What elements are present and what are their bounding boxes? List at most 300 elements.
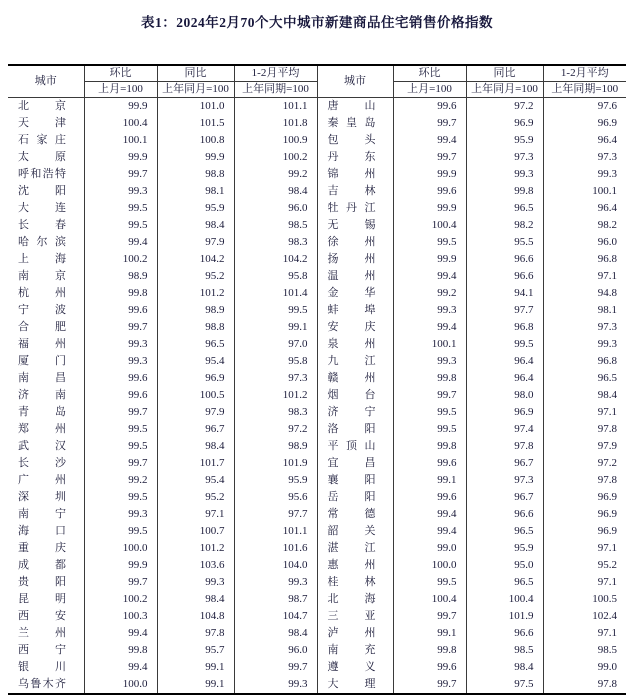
yoy-value-cell: 97.4 [466, 421, 543, 438]
city-name: 重庆 [18, 542, 66, 554]
header-yoy-base-left: 上年同月=100 [157, 82, 234, 98]
city-name: 西宁 [18, 644, 66, 656]
city-name: 太原 [18, 151, 66, 163]
city-name: 扬州 [327, 253, 376, 265]
mom-value-cell: 99.4 [393, 319, 466, 336]
table-row [8, 353, 626, 370]
yoy-value-cell: 95.5 [466, 234, 543, 251]
avg-value-cell: 100.9 [234, 132, 317, 149]
mom-value-cell: 99.1 [393, 472, 466, 489]
mom-value-cell: 99.8 [393, 642, 466, 659]
avg-value-cell: 96.8 [543, 251, 626, 268]
city-name: 长沙 [18, 457, 66, 469]
city-cell [8, 642, 84, 659]
city-name: 海口 [18, 525, 66, 537]
avg-value-cell: 97.1 [543, 625, 626, 642]
yoy-value-cell: 100.5 [157, 387, 234, 404]
city-cell [8, 557, 84, 574]
city-cell [8, 251, 84, 268]
avg-value-cell: 97.8 [543, 472, 626, 489]
yoy-value-cell: 96.6 [466, 251, 543, 268]
avg-value-cell: 97.2 [543, 455, 626, 472]
city-cell [317, 115, 393, 132]
city-cell [8, 676, 84, 694]
avg-value-cell: 99.3 [234, 574, 317, 591]
avg-value-cell: 97.6 [543, 98, 626, 116]
mom-value-cell: 99.9 [393, 251, 466, 268]
yoy-value-cell: 99.1 [157, 659, 234, 676]
header-mom-right: 环比 [393, 65, 466, 82]
mom-value-cell: 99.9 [393, 200, 466, 217]
yoy-value-cell: 97.3 [466, 149, 543, 166]
table-row [8, 438, 626, 455]
city-name: 襄阳 [327, 474, 376, 486]
mom-value-cell: 99.1 [393, 625, 466, 642]
city-name: 西安 [18, 610, 66, 622]
city-cell [317, 132, 393, 149]
yoy-value-cell: 97.2 [466, 98, 543, 116]
city-cell [317, 404, 393, 421]
yoy-value-cell: 99.3 [466, 166, 543, 183]
header-avg-left: 1-2月平均 [234, 65, 317, 82]
city-name: 安庆 [327, 321, 376, 333]
yoy-value-cell: 99.3 [157, 574, 234, 591]
mom-value-cell: 100.3 [84, 608, 157, 625]
mom-value-cell: 99.9 [84, 149, 157, 166]
avg-value-cell: 98.4 [543, 387, 626, 404]
avg-value-cell: 96.0 [234, 200, 317, 217]
city-name: 福州 [18, 338, 66, 350]
avg-value-cell: 95.2 [543, 557, 626, 574]
table-row [8, 370, 626, 387]
header-mom-base-left: 上月=100 [84, 82, 157, 98]
avg-value-cell: 101.8 [234, 115, 317, 132]
city-name: 无锡 [327, 219, 376, 231]
avg-value-cell: 95.9 [234, 472, 317, 489]
mom-value-cell: 99.5 [393, 421, 466, 438]
mom-value-cell: 99.7 [393, 387, 466, 404]
mom-value-cell: 100.1 [84, 132, 157, 149]
city-cell [317, 234, 393, 251]
city-cell [317, 98, 393, 116]
city-name: 厦门 [18, 355, 66, 367]
yoy-value-cell: 95.2 [157, 489, 234, 506]
yoy-value-cell: 101.5 [157, 115, 234, 132]
table-row [8, 506, 626, 523]
city-name: 吉林 [327, 185, 376, 197]
table-row [8, 523, 626, 540]
city-name: 桂林 [327, 576, 376, 588]
avg-value-cell: 100.2 [234, 149, 317, 166]
city-name: 昆明 [18, 593, 66, 605]
mom-value-cell: 99.7 [393, 115, 466, 132]
yoy-value-cell: 95.9 [157, 200, 234, 217]
city-cell [8, 115, 84, 132]
avg-value-cell: 99.0 [543, 659, 626, 676]
city-name: 岳阳 [327, 491, 376, 503]
mom-value-cell: 99.5 [393, 574, 466, 591]
city-cell [8, 336, 84, 353]
mom-value-cell: 99.2 [393, 285, 466, 302]
yoy-value-cell: 95.9 [466, 132, 543, 149]
mom-value-cell: 99.7 [84, 574, 157, 591]
city-name: 丹东 [327, 151, 376, 163]
price-index-table [8, 64, 626, 695]
avg-value-cell: 97.1 [543, 268, 626, 285]
city-name: 温州 [327, 270, 376, 282]
yoy-value-cell: 96.9 [466, 115, 543, 132]
table-row [8, 625, 626, 642]
city-cell [317, 659, 393, 676]
city-name: 石家庄 [18, 134, 66, 146]
yoy-value-cell: 98.4 [157, 591, 234, 608]
city-name: 宜昌 [327, 457, 376, 469]
mom-value-cell: 99.3 [84, 336, 157, 353]
mom-value-cell: 99.6 [84, 387, 157, 404]
header-yoy-right: 同比 [466, 65, 543, 82]
avg-value-cell: 97.0 [234, 336, 317, 353]
yoy-value-cell: 95.7 [157, 642, 234, 659]
avg-value-cell: 101.1 [234, 98, 317, 116]
city-cell [317, 336, 393, 353]
city-cell [317, 200, 393, 217]
city-name: 三亚 [327, 610, 376, 622]
yoy-value-cell: 103.6 [157, 557, 234, 574]
city-name: 郑州 [18, 423, 66, 435]
city-cell [317, 489, 393, 506]
avg-value-cell: 97.1 [543, 404, 626, 421]
city-cell [8, 370, 84, 387]
table-row [8, 302, 626, 319]
avg-value-cell: 98.3 [234, 234, 317, 251]
mom-value-cell: 99.5 [84, 421, 157, 438]
city-cell [317, 166, 393, 183]
city-name: 广州 [18, 474, 66, 486]
city-name: 宁波 [18, 304, 66, 316]
avg-value-cell: 96.0 [543, 234, 626, 251]
avg-value-cell: 95.8 [234, 353, 317, 370]
avg-value-cell: 96.4 [543, 132, 626, 149]
city-name: 蚌埠 [327, 304, 376, 316]
table-row [8, 183, 626, 200]
mom-value-cell: 99.3 [84, 183, 157, 200]
avg-value-cell: 101.9 [234, 455, 317, 472]
yoy-value-cell: 96.8 [466, 319, 543, 336]
yoy-value-cell: 99.9 [157, 149, 234, 166]
city-name: 九江 [327, 355, 376, 367]
mom-value-cell: 99.9 [84, 98, 157, 116]
mom-value-cell: 99.5 [84, 523, 157, 540]
city-cell [8, 404, 84, 421]
city-name: 长春 [18, 219, 66, 231]
mom-value-cell: 99.3 [84, 506, 157, 523]
yoy-value-cell: 96.6 [466, 268, 543, 285]
yoy-value-cell: 97.9 [157, 404, 234, 421]
mom-value-cell: 99.6 [393, 98, 466, 116]
table-row [8, 472, 626, 489]
city-cell [8, 421, 84, 438]
avg-value-cell: 97.9 [543, 438, 626, 455]
city-cell [8, 472, 84, 489]
mom-value-cell: 99.7 [84, 455, 157, 472]
header-yoy-left: 同比 [157, 65, 234, 82]
yoy-value-cell: 96.5 [157, 336, 234, 353]
yoy-value-cell: 96.5 [466, 523, 543, 540]
yoy-value-cell: 100.4 [466, 591, 543, 608]
yoy-value-cell: 98.4 [466, 659, 543, 676]
city-name: 泉州 [327, 338, 376, 350]
city-name: 常德 [327, 508, 376, 520]
yoy-value-cell: 95.0 [466, 557, 543, 574]
yoy-value-cell: 96.4 [466, 353, 543, 370]
avg-value-cell: 97.3 [234, 370, 317, 387]
yoy-value-cell: 95.4 [157, 353, 234, 370]
table-row [8, 591, 626, 608]
city-name: 秦皇岛 [327, 117, 376, 129]
city-cell [317, 540, 393, 557]
header-row-top [8, 65, 626, 82]
city-name: 兰州 [18, 627, 66, 639]
city-name: 包头 [327, 134, 376, 146]
city-name: 平顶山 [327, 440, 376, 452]
avg-value-cell: 95.8 [234, 268, 317, 285]
mom-value-cell: 99.6 [84, 370, 157, 387]
mom-value-cell: 99.8 [84, 642, 157, 659]
mom-value-cell: 100.0 [84, 676, 157, 694]
city-name: 北京 [18, 100, 66, 112]
city-cell [8, 183, 84, 200]
mom-value-cell: 99.7 [84, 404, 157, 421]
yoy-value-cell: 97.1 [157, 506, 234, 523]
city-cell [8, 166, 84, 183]
mom-value-cell: 100.4 [393, 591, 466, 608]
city-cell [8, 455, 84, 472]
table-row [8, 200, 626, 217]
city-cell [317, 302, 393, 319]
table-row [8, 98, 626, 116]
mom-value-cell: 99.5 [393, 404, 466, 421]
yoy-value-cell: 95.9 [466, 540, 543, 557]
table-row [8, 217, 626, 234]
mom-value-cell: 99.5 [84, 200, 157, 217]
yoy-value-cell: 101.2 [157, 285, 234, 302]
city-cell [317, 268, 393, 285]
city-cell [317, 591, 393, 608]
avg-value-cell: 100.1 [543, 183, 626, 200]
city-name: 乌鲁木齐 [18, 678, 66, 690]
yoy-value-cell: 104.8 [157, 608, 234, 625]
city-cell [317, 353, 393, 370]
avg-value-cell: 98.4 [234, 625, 317, 642]
yoy-value-cell: 96.9 [466, 404, 543, 421]
yoy-value-cell: 96.6 [466, 625, 543, 642]
city-cell [8, 659, 84, 676]
avg-value-cell: 96.9 [543, 523, 626, 540]
table-row [8, 149, 626, 166]
yoy-value-cell: 96.5 [466, 200, 543, 217]
avg-value-cell: 96.5 [543, 370, 626, 387]
city-cell [8, 608, 84, 625]
city-cell [8, 302, 84, 319]
city-name: 南充 [327, 644, 376, 656]
mom-value-cell: 99.7 [393, 149, 466, 166]
avg-value-cell: 99.3 [234, 676, 317, 694]
mom-value-cell: 99.0 [393, 540, 466, 557]
city-name: 深圳 [18, 491, 66, 503]
table-row [8, 659, 626, 676]
city-cell [317, 506, 393, 523]
city-name: 锦州 [327, 168, 376, 180]
city-cell [8, 285, 84, 302]
city-name: 济南 [18, 389, 66, 401]
city-name: 南宁 [18, 508, 66, 520]
avg-value-cell: 104.7 [234, 608, 317, 625]
avg-value-cell: 99.2 [234, 166, 317, 183]
mom-value-cell: 99.4 [393, 132, 466, 149]
city-cell [8, 489, 84, 506]
city-name: 上海 [18, 253, 66, 265]
mom-value-cell: 99.4 [393, 523, 466, 540]
avg-value-cell: 104.2 [234, 251, 317, 268]
city-name: 杭州 [18, 287, 66, 299]
mom-value-cell: 100.1 [393, 336, 466, 353]
header-city-right: 城市 [317, 65, 393, 98]
city-name: 南京 [18, 270, 66, 282]
yoy-value-cell: 98.4 [157, 217, 234, 234]
city-cell [317, 183, 393, 200]
city-cell [8, 319, 84, 336]
city-name: 哈尔滨 [18, 236, 66, 248]
mom-value-cell: 99.8 [393, 370, 466, 387]
mom-value-cell: 99.3 [393, 353, 466, 370]
avg-value-cell: 98.2 [543, 217, 626, 234]
avg-value-cell: 98.5 [543, 642, 626, 659]
city-cell [317, 251, 393, 268]
yoy-value-cell: 100.7 [157, 523, 234, 540]
city-cell [317, 370, 393, 387]
mom-value-cell: 99.9 [84, 557, 157, 574]
header-avg-base-left: 上年同期=100 [234, 82, 317, 98]
header-mom-base-right: 上月=100 [393, 82, 466, 98]
city-cell [8, 353, 84, 370]
city-cell [8, 217, 84, 234]
city-name: 韶关 [327, 525, 376, 537]
avg-value-cell: 96.4 [543, 200, 626, 217]
city-cell [317, 421, 393, 438]
avg-value-cell: 95.6 [234, 489, 317, 506]
avg-value-cell: 98.7 [234, 591, 317, 608]
table-row [8, 608, 626, 625]
avg-value-cell: 97.8 [543, 676, 626, 694]
avg-value-cell: 97.1 [543, 574, 626, 591]
city-cell [317, 523, 393, 540]
mom-value-cell: 99.7 [393, 676, 466, 694]
city-cell [8, 438, 84, 455]
city-cell [317, 574, 393, 591]
avg-value-cell: 100.5 [543, 591, 626, 608]
avg-value-cell: 99.1 [234, 319, 317, 336]
city-name: 成都 [18, 559, 66, 571]
mom-value-cell: 100.0 [84, 540, 157, 557]
table-row [8, 489, 626, 506]
mom-value-cell: 99.2 [84, 472, 157, 489]
avg-value-cell: 98.9 [234, 438, 317, 455]
avg-value-cell: 97.7 [234, 506, 317, 523]
mom-value-cell: 99.3 [84, 353, 157, 370]
table-row [8, 421, 626, 438]
page-title: 表1：2024年2月70个大中城市新建商品住宅销售价格指数 [141, 15, 493, 30]
city-cell [8, 523, 84, 540]
yoy-value-cell: 100.8 [157, 132, 234, 149]
city-name: 北海 [327, 593, 376, 605]
city-name: 赣州 [327, 372, 376, 384]
avg-value-cell: 101.4 [234, 285, 317, 302]
table-row [8, 387, 626, 404]
avg-value-cell: 98.5 [234, 217, 317, 234]
mom-value-cell: 99.5 [84, 438, 157, 455]
city-name: 合肥 [18, 321, 66, 333]
city-cell [8, 200, 84, 217]
yoy-value-cell: 101.7 [157, 455, 234, 472]
avg-value-cell: 99.3 [543, 336, 626, 353]
table-row [8, 642, 626, 659]
city-cell [317, 642, 393, 659]
city-name: 洛阳 [327, 423, 376, 435]
table-row [8, 251, 626, 268]
yoy-value-cell: 97.9 [157, 234, 234, 251]
mom-value-cell: 100.2 [84, 591, 157, 608]
yoy-value-cell: 96.9 [157, 370, 234, 387]
yoy-value-cell: 96.6 [466, 506, 543, 523]
city-cell [8, 387, 84, 404]
header-avg-right: 1-2月平均 [543, 65, 626, 82]
yoy-value-cell: 96.7 [466, 489, 543, 506]
yoy-value-cell: 97.7 [466, 302, 543, 319]
avg-value-cell: 99.5 [234, 302, 317, 319]
city-name: 青岛 [18, 406, 66, 418]
avg-value-cell: 96.8 [543, 353, 626, 370]
city-cell [317, 625, 393, 642]
table-row [8, 285, 626, 302]
table-row [8, 132, 626, 149]
table-row [8, 404, 626, 421]
city-name: 遵义 [327, 661, 376, 673]
avg-value-cell: 99.3 [543, 166, 626, 183]
mom-value-cell: 99.7 [84, 319, 157, 336]
city-name: 沈阳 [18, 185, 66, 197]
avg-value-cell: 98.1 [543, 302, 626, 319]
yoy-value-cell: 95.4 [157, 472, 234, 489]
yoy-value-cell: 97.8 [466, 438, 543, 455]
yoy-value-cell: 94.1 [466, 285, 543, 302]
city-name: 呼和浩特 [18, 168, 66, 180]
mom-value-cell: 99.8 [84, 285, 157, 302]
mom-value-cell: 99.7 [393, 608, 466, 625]
yoy-value-cell: 101.2 [157, 540, 234, 557]
avg-value-cell: 98.3 [234, 404, 317, 421]
mom-value-cell: 99.4 [84, 625, 157, 642]
city-cell [8, 574, 84, 591]
avg-value-cell: 94.8 [543, 285, 626, 302]
mom-value-cell: 99.4 [84, 234, 157, 251]
city-cell [317, 217, 393, 234]
city-cell [8, 234, 84, 251]
header-mom-left: 环比 [84, 65, 157, 82]
city-name: 泸州 [327, 627, 376, 639]
yoy-value-cell: 104.2 [157, 251, 234, 268]
city-name: 贵阳 [18, 576, 66, 588]
city-name: 武汉 [18, 440, 66, 452]
